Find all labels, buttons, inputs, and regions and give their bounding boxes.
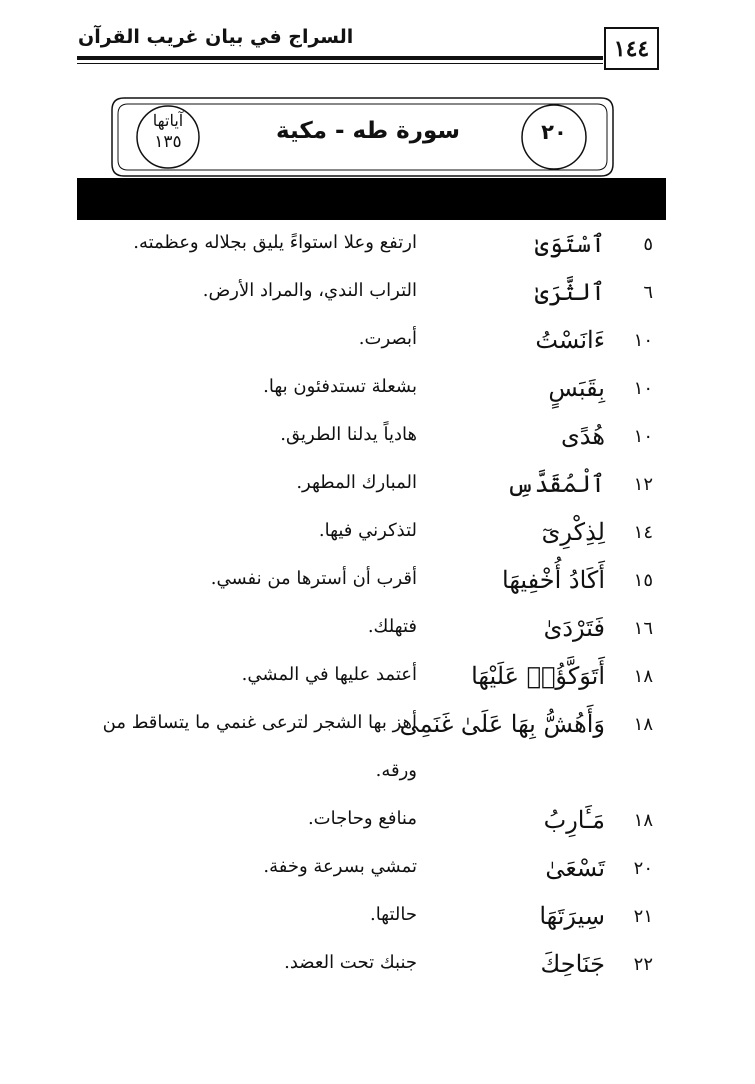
glossary-entry (0, 946, 755, 994)
word-meaning: المبارك المطهر. (296, 472, 417, 493)
quran-word: لِذِكْرِىٓ (541, 518, 605, 546)
quran-word: بِقَبَسٍ (548, 374, 605, 402)
quran-word: ٱلثَّرَىٰ (534, 278, 605, 306)
word-meaning: تمشي بسرعة وخفة. (263, 856, 417, 877)
quran-word: أَكَادُ أُخْفِيهَا (502, 566, 605, 594)
book-title: السراج في بيان غريب القرآن (78, 26, 354, 48)
word-meaning: لتذكرني فيها. (318, 520, 417, 541)
word-meaning: حالتها. (369, 904, 417, 925)
word-meaning: أعتمد عليها في المشي. (241, 664, 417, 685)
verse-number: ٦ (643, 282, 653, 303)
quran-word: ٱلْمُقَدَّسِ (506, 470, 605, 498)
word-meaning: منافع وحاجات. (307, 808, 417, 829)
quran-word: ءَانَسْتُ (535, 326, 605, 354)
quran-word: مَـَٔارِبُ (543, 806, 605, 834)
verse-number: ٢٠ (633, 858, 653, 879)
verse-number: ١٢ (633, 474, 653, 495)
verse-number: ١٤ (633, 522, 653, 543)
quran-word: تَسْعَىٰ (545, 854, 605, 882)
verse-number: ١٦ (633, 618, 653, 639)
verse-number: ١٨ (633, 666, 653, 687)
verse-number: ٥ (643, 234, 653, 255)
quran-word: سِيرَتَهَا (539, 902, 605, 930)
quran-word: فَتَرْدَىٰ (543, 614, 605, 642)
verse-number: ١٠ (633, 378, 653, 399)
verse-number: ٢١ (633, 906, 653, 927)
quran-word: أَتَوَكَّؤُا۟ عَلَيْهَا (471, 662, 605, 690)
word-meaning: أبصرت. (358, 328, 417, 349)
word-meaning: التراب الندي، والمراد الأرض. (202, 280, 417, 301)
word-meaning: أهز بها الشجر لترعى غنمي ما يتساقط من ورقه. (102, 712, 417, 781)
header-rule-thick (77, 56, 603, 60)
verse-number: ١٠ (633, 426, 653, 447)
verse-number: ١٥ (633, 570, 653, 591)
verse-number: ١٠ (633, 330, 653, 351)
surah-name: سورة طه - مكية (276, 118, 460, 144)
word-meaning: جنبك تحت العضد. (284, 952, 417, 973)
page-number: ١٤٤ (604, 27, 659, 70)
word-meaning: هادياً يدلنا الطريق. (280, 424, 417, 445)
glossary-list (0, 226, 755, 994)
quran-word: هُدًى (560, 422, 605, 450)
word-meaning: فتهلك. (367, 616, 417, 637)
word-meaning: أقرب أن أسترها من نفسي. (210, 568, 417, 589)
ayat-count: ١٣٥ (154, 132, 182, 152)
verse-number: ٢٢ (633, 954, 653, 975)
verse-number: ١٨ (633, 714, 653, 735)
word-meaning: بشعلة تستدفئون بها. (263, 376, 417, 397)
verse-number: ١٨ (633, 810, 653, 831)
header-rule-thin (77, 63, 603, 64)
quran-word: ٱسْتَوَىٰ (534, 230, 605, 258)
glossary-entry (0, 706, 755, 802)
quran-word: جَنَاحِكَ (540, 950, 605, 978)
section-bar (77, 178, 666, 220)
surah-number: ٢٠ (541, 120, 567, 144)
ayat-label: آياتها (152, 111, 184, 130)
quran-word: وَأَهُشُّ بِهَا عَلَىٰ غَنَمِى (399, 710, 605, 738)
word-meaning: ارتفع وعلا استواءً يليق بجلاله وعظمته. (133, 232, 417, 253)
